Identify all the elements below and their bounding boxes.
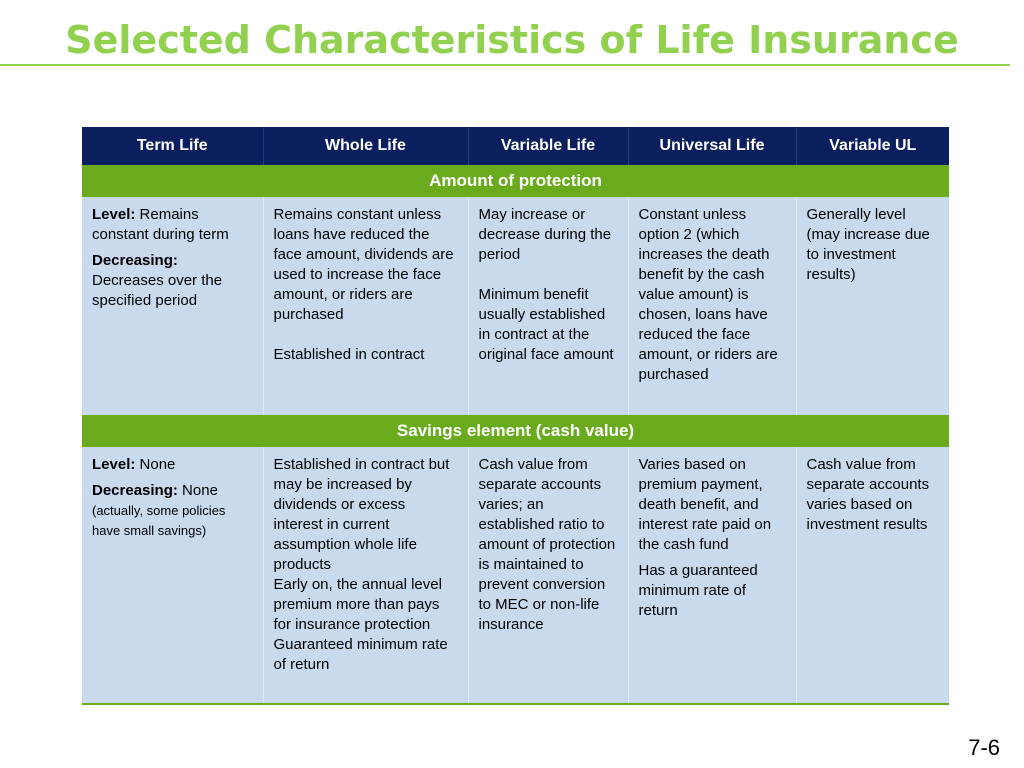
- cell-paragraph: Generally level (may increase due to investment results): [806, 206, 930, 283]
- column-header-term-life: Term Life: [82, 127, 263, 165]
- cell-paragraph: Early on, the annual level premium more than pays for insurance protection: [273, 576, 442, 633]
- column-header-variable-life: Variable Life: [468, 127, 628, 165]
- cell-savings-variable-ul: [796, 447, 949, 703]
- cell-amount-variable-ul: [796, 197, 949, 415]
- cell-amount-term-life: [82, 197, 263, 415]
- cell-paragraph: Has a guaranteed minimum rate of return: [638, 562, 758, 619]
- cell-amount-whole-life: [263, 197, 468, 415]
- table-row: [82, 447, 949, 703]
- cell-savings-universal-life: [628, 447, 796, 703]
- cell-savings-variable-life: [468, 447, 628, 703]
- level-label: Level:: [92, 456, 136, 473]
- column-header-whole-life: Whole Life: [263, 127, 468, 165]
- cell-paragraph: Remains constant unless loans have reduced the face amount, dividends are used to increase the face amount, or riders are purchased: [273, 206, 454, 323]
- section-label-savings-element: Savings element (cash value): [82, 415, 949, 447]
- level-text: Remains constant during term: [92, 206, 229, 243]
- header-row: [82, 127, 949, 165]
- page-number: 7-6: [968, 735, 1000, 760]
- cell-paragraph: Minimum benefit usually established in contract at the original face amount: [478, 286, 614, 363]
- cell-paragraph: Constant unless option 2 (which increases the death benefit by the cash value amount) is chosen, loans have reduced the face amount, or riders are purchased: [638, 206, 778, 383]
- cell-savings-whole-life: [263, 447, 468, 703]
- table-bottom-rule: [82, 703, 949, 705]
- cell-paragraph: Established in contract but may be increased by dividends or excess interest in current assumption whole life products: [273, 456, 450, 573]
- column-header-variable-ul: Variable UL: [796, 127, 949, 165]
- slide-title: Selected Characteristics of Life Insurance: [65, 18, 959, 62]
- cell-amount-variable-life: [468, 197, 628, 415]
- level-text: None: [139, 456, 176, 473]
- cell-paragraph: Cash value from separate accounts varies; an established ratio to amount of protection is maintained to prevent conversion to MEC or non-life insurance: [478, 456, 616, 633]
- cell-paragraph: Cash value from separate accounts varies based on investment results: [806, 456, 930, 533]
- savings-note: (actually, some policies have small savings): [92, 503, 226, 538]
- cell-paragraph: May increase or decrease during the period: [478, 206, 612, 263]
- section-row-amount: [82, 165, 949, 197]
- cell-paragraph: Varies based on premium payment, death benefit, and interest rate paid on the cash fund: [638, 456, 772, 553]
- column-header-universal-life: Universal Life: [628, 127, 796, 165]
- section-label-amount-of-protection: Amount of protection: [82, 165, 949, 197]
- title-underline: [0, 64, 1010, 66]
- table-row: [82, 197, 949, 415]
- cell-savings-term-life: [82, 447, 263, 703]
- cell-amount-universal-life: [628, 197, 796, 415]
- section-row-savings: [82, 415, 949, 447]
- characteristics-table: [82, 127, 949, 705]
- cell-paragraph: Established in contract: [273, 346, 425, 363]
- decreasing-text: None: [182, 482, 218, 499]
- decreasing-label: Decreasing:: [92, 252, 178, 269]
- cell-paragraph: Guaranteed minimum rate of return: [273, 636, 448, 673]
- decreasing-text: Decreases over the specified period: [92, 272, 223, 309]
- level-label: Level:: [92, 206, 136, 223]
- decreasing-label: Decreasing:: [92, 482, 178, 499]
